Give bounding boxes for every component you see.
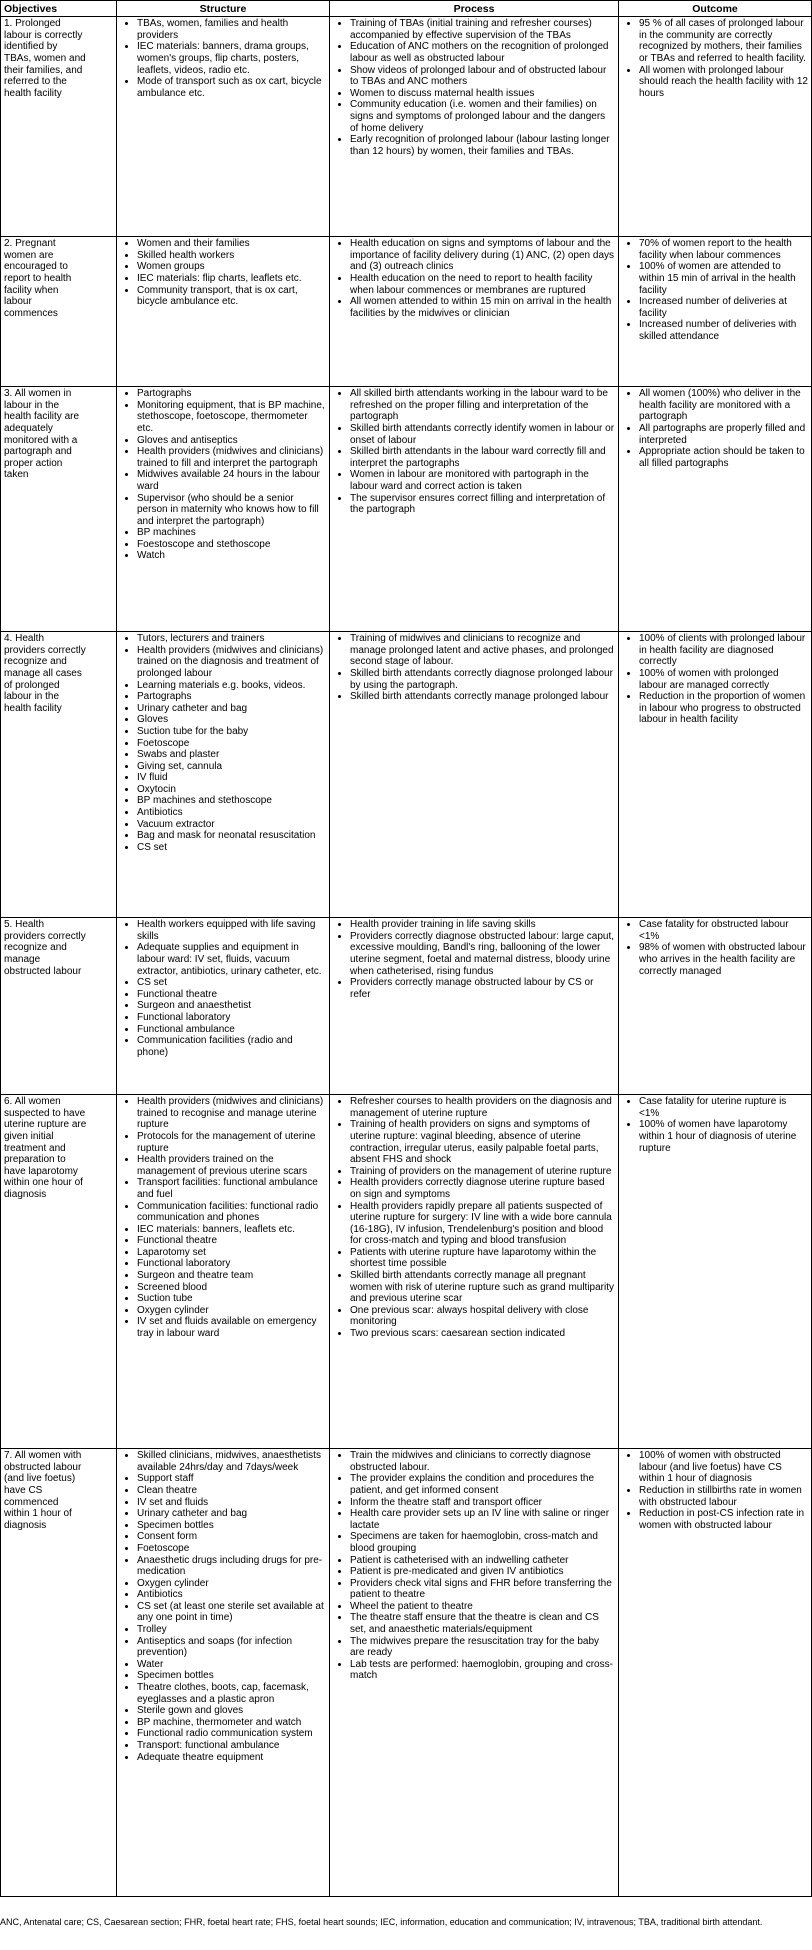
process-list-item: • One previous scar: always hospital delivery with close monitoring	[350, 1305, 615, 1328]
structure-list-item: • TBAs, women, families and health providers	[137, 18, 326, 41]
structure-list-item: • Oxytocin	[137, 784, 326, 796]
structure-cell	[117, 17, 330, 237]
structure-list-item: • Partographs	[137, 388, 326, 400]
process-list-item: • Skilled birth attendants correctly manage prolonged labour	[350, 691, 615, 703]
table-row	[1, 1449, 812, 1897]
process-list-item: • Refresher courses to health providers on the diagnosis and management of uterine rupture	[350, 1096, 615, 1119]
outcome-list-item: • 95 % of all cases of prolonged labour in the community are correctly recognized by mothers, their families or TBAs and referred to health facility.	[639, 18, 808, 64]
header-process: Process	[330, 1, 619, 17]
process-list-item: • Community education (i.e. women and their families) on signs and symptoms of prolonged labour and the dangers of home delivery	[350, 99, 615, 134]
structure-list-item: • Sterile gown and gloves	[137, 1705, 326, 1717]
process-list-item: • Patients with uterine rupture have laparotomy within the shortest time possible	[350, 1247, 615, 1270]
structure-list	[120, 388, 326, 562]
outcome-list-item: • Case fatality for uterine rupture is <1%	[639, 1096, 808, 1119]
outcome-list-item: • Appropriate action should be taken to all filled partographs	[639, 446, 808, 469]
process-cell	[330, 918, 619, 1095]
structure-list-item: • Watch	[137, 550, 326, 562]
process-cell	[330, 632, 619, 918]
structure-list	[120, 1096, 326, 1339]
process-list-item: • Health provider training in life saving skills	[350, 919, 615, 931]
process-cell	[330, 1449, 619, 1897]
structure-cell	[117, 387, 330, 632]
structure-list-item: • Women groups	[137, 261, 326, 273]
table-row	[1, 632, 812, 918]
process-list-item: • The theatre staff ensure that the theatre is clean and CS set, and anaesthetic materials/equipment	[350, 1612, 615, 1635]
structure-list	[120, 238, 326, 308]
outcome-list-item: • Reduction in stillbirths rate in women with obstructed labour	[639, 1485, 808, 1508]
structure-list-item: • Antiseptics and soaps (for infection prevention)	[137, 1636, 326, 1659]
table-row	[1, 1095, 812, 1449]
structure-list-item: • Suction tube for the baby	[137, 726, 326, 738]
process-list	[333, 919, 615, 1000]
process-list-item: • Women to discuss maternal health issues	[350, 88, 615, 100]
structure-list-item: • Antibiotics	[137, 1589, 326, 1601]
process-list-item: • Training of health providers on signs and symptoms of uterine rupture: vaginal bleeding, absence of uterine contraction, irregular uterus, easily palpable foetal parts, absent FHS and shock	[350, 1119, 615, 1165]
structure-list-item: • Surgeon and anaesthetist	[137, 1000, 326, 1012]
structure-list-item: • Screened blood	[137, 1282, 326, 1294]
process-list	[333, 18, 615, 157]
process-list	[333, 1450, 615, 1682]
structure-cell	[117, 1449, 330, 1897]
outcome-list	[622, 633, 808, 726]
process-list-item: • Health care provider sets up an IV line with saline or ringer lactate	[350, 1508, 615, 1531]
process-list-item: • Training of midwives and clinicians to recognize and manage prolonged latent and active phases, and prolonged second stage of labour.	[350, 633, 615, 668]
outcome-list	[622, 1096, 808, 1154]
process-list-item: • Patient is catheterised with an indwelling catheter	[350, 1555, 615, 1567]
outcome-list-item: • 100% of women with obstructed labour (and live foetus) have CS within 1 hour of diagnosis	[639, 1450, 808, 1485]
process-list-item: • Providers check vital signs and FHR before transferring the patient to theatre	[350, 1578, 615, 1601]
process-list-item: • Train the midwives and clinicians to correctly diagnose obstructed labour.	[350, 1450, 615, 1473]
outcome-list-item: • Case fatality for obstructed labour <1%	[639, 919, 808, 942]
outcome-cell	[619, 237, 812, 387]
structure-list-item: • Functional theatre	[137, 1235, 326, 1247]
process-list	[333, 388, 615, 516]
outcome-list	[622, 388, 808, 469]
objective-cell: 2. Pregnant women are encouraged to report to health facility when labour commences	[1, 237, 117, 387]
table-row	[1, 918, 812, 1095]
header-row	[1, 1, 812, 17]
objective-cell: 3. All women in labour in the health facility are adequately monitored with a partograph and proper action taken	[1, 387, 117, 632]
outcome-cell	[619, 632, 812, 918]
objective-cell: 1. Prolonged labour is correctly identified by TBAs, women and their families, and referred to the health facility	[1, 17, 117, 237]
outcome-list-item: • 98% of women with obstructed labour who arrives in the health facility are correctly managed	[639, 942, 808, 977]
outcome-list	[622, 18, 808, 99]
structure-list-item: • Tutors, lecturers and trainers	[137, 633, 326, 645]
structure-list-item: • Theatre clothes, boots, cap, facemask, eyeglasses and a plastic apron	[137, 1682, 326, 1705]
structure-list-item: • Protocols for the management of uterine rupture	[137, 1131, 326, 1154]
structure-list-item: • Adequate supplies and equipment in labour ward: IV set, fluids, vacuum extractor, antibiotics, urinary catheter, etc.	[137, 942, 326, 977]
outcome-cell	[619, 17, 812, 237]
structure-list-item: • Mode of transport such as ox cart, bicycle ambulance etc.	[137, 76, 326, 99]
structure-list-item: • BP machines	[137, 527, 326, 539]
outcome-cell	[619, 1449, 812, 1897]
structure-list-item: • IV set and fluids	[137, 1497, 326, 1509]
structure-list-item: • IEC materials: banners, drama groups, women's groups, flip charts, posters, leaflets, videos, radio etc.	[137, 41, 326, 76]
process-list-item: • Two previous scars: caesarean section indicated	[350, 1328, 615, 1340]
structure-list-item: • Giving set, cannula	[137, 761, 326, 773]
structure-list	[120, 1450, 326, 1763]
table-row	[1, 17, 812, 237]
structure-list-item: • IV set and fluids available on emergency tray in labour ward	[137, 1316, 326, 1339]
structure-list-item: • Community transport, that is ox cart, bicycle ambulance etc.	[137, 285, 326, 308]
process-list-item: • Early recognition of prolonged labour (labour lasting longer than 12 hours) by women, their families and TBAs.	[350, 134, 615, 157]
outcome-list-item: • 100% of women with prolonged labour are managed correctly	[639, 668, 808, 691]
structure-list-item: • Foetoscope	[137, 1543, 326, 1555]
outcome-list-item: • Reduction in post-CS infection rate in women with obstructed labour	[639, 1508, 808, 1531]
structure-list-item: • Bag and mask for neonatal resuscitation	[137, 830, 326, 842]
structure-list-item: • Water	[137, 1659, 326, 1671]
structure-list-item: • Foetoscope	[137, 738, 326, 750]
process-list-item: • Health providers rapidly prepare all patients suspected of uterine rupture for surgery: IV line with a wide bore cannula (16-18G), IV infusion, Trendelenburg's position and blood for cross-match and typing and blood transfusion	[350, 1201, 615, 1247]
outcome-list-item: • 100% of women have laparotomy within 1 hour of diagnosis of uterine rupture	[639, 1119, 808, 1154]
process-list-item: • Providers correctly diagnose obstructed labour: large caput, excessive moulding, Bandl's ring, ballooning of the lower uterine segment, foetal and maternal distress, bloody urine when catheterised, rising fundus	[350, 931, 615, 977]
process-list-item: • Skilled birth attendants correctly identify women in labour or onset of labour	[350, 423, 615, 446]
structure-cell	[117, 632, 330, 918]
process-list-item: • Health providers correctly diagnose uterine rupture based on sign and symptoms	[350, 1177, 615, 1200]
structure-list-item: • Functional ambulance	[137, 1024, 326, 1036]
structure-list-item: • IEC materials: flip charts, leaflets etc.	[137, 273, 326, 285]
process-list-item: • The provider explains the condition and procedures the patient, and get informed consent	[350, 1473, 615, 1496]
process-list	[333, 238, 615, 319]
outcome-list-item: • 100% of women are attended to within 15 min of arrival in the health facility	[639, 261, 808, 296]
structure-list-item: • Skilled health workers	[137, 250, 326, 262]
process-list-item: • Skilled birth attendants correctly manage all pregnant women with risk of uterine rupture such as grand multiparity and previous uterine scar	[350, 1270, 615, 1305]
process-list-item: • Education of ANC mothers on the recognition of prolonged labour as well as obstructed labour	[350, 41, 615, 64]
structure-list-item: • Health providers (midwives and clinicians) trained on the diagnosis and treatment of prolonged labour	[137, 645, 326, 680]
outcome-list	[622, 238, 808, 342]
table-footnote: ANC, Antenatal care; CS, Caesarean section; FHR, foetal heart rate; FHS, foetal heart sounds; IEC, information, education and communication; IV, intravenous; TBA, traditional birth attendant.	[0, 1917, 763, 1927]
structure-list-item: • Learning materials e.g. books, videos.	[137, 680, 326, 692]
structure-list-item: • Specimen bottles	[137, 1670, 326, 1682]
process-list-item: • Women in labour are monitored with partograph in the labour ward and correct action is taken	[350, 469, 615, 492]
structure-cell	[117, 918, 330, 1095]
structure-list-item: • BP machines and stethoscope	[137, 795, 326, 807]
structure-list-item: • IEC materials: banners, leaflets etc.	[137, 1224, 326, 1236]
structure-list-item: • CS set	[137, 977, 326, 989]
structure-list-item: • Specimen bottles	[137, 1520, 326, 1532]
process-list-item: • Specimens are taken for haemoglobin, cross-match and blood grouping	[350, 1531, 615, 1554]
structure-list-item: • Health workers equipped with life saving skills	[137, 919, 326, 942]
process-list-item: • All skilled birth attendants working in the labour ward to be refreshed on the proper filling and interpretation of the partograph	[350, 388, 615, 423]
structure-list-item: • Functional radio communication system	[137, 1728, 326, 1740]
structure-list-item: • Skilled clinicians, midwives, anaesthetists available 24hrs/day and 7days/week	[137, 1450, 326, 1473]
structure-list	[120, 18, 326, 99]
process-list-item: • Providers correctly manage obstructed labour by CS or refer	[350, 977, 615, 1000]
structure-list-item: • Midwives available 24 hours in the labour ward	[137, 469, 326, 492]
outcome-cell	[619, 918, 812, 1095]
structure-list-item: • Consent form	[137, 1531, 326, 1543]
process-list-item: • The supervisor ensures correct filling and interpretation of the partograph	[350, 493, 615, 516]
structure-list-item: • Adequate theatre equipment	[137, 1752, 326, 1764]
structure-list-item: • Trolley	[137, 1624, 326, 1636]
table-row	[1, 237, 812, 387]
outcome-list	[622, 919, 808, 977]
structure-list-item: • CS set (at least one sterile set available at any one point in time)	[137, 1601, 326, 1624]
outcome-list-item: • All women with prolonged labour should reach the health facility with 12 hours	[639, 65, 808, 100]
structure-list-item: • Functional theatre	[137, 989, 326, 1001]
structure-list-item: • Foestoscope and stethoscope	[137, 539, 326, 551]
structure-list-item: • Suction tube	[137, 1293, 326, 1305]
process-list-item: • Skilled birth attendants correctly diagnose prolonged labour by using the partograph.	[350, 668, 615, 691]
outcome-list-item: • 70% of women report to the health facility when labour commences	[639, 238, 808, 261]
structure-list-item: • Health providers (midwives and clinicians) trained to fill and interpret the partograph	[137, 446, 326, 469]
structure-list-item: • Communication facilities (radio and phone)	[137, 1035, 326, 1058]
process-list-item: • Health education on signs and symptoms of labour and the importance of facility delivery during (1) ANC, (2) open days and (3) outreach clinics	[350, 238, 615, 273]
structure-list-item: • Transport facilities: functional ambulance and fuel	[137, 1177, 326, 1200]
structure-list-item: • Antibiotics	[137, 807, 326, 819]
structure-list	[120, 633, 326, 853]
process-cell	[330, 387, 619, 632]
process-cell	[330, 1095, 619, 1449]
structure-list-item: • Health providers (midwives and clinicians) trained to recognise and manage uterine rupture	[137, 1096, 326, 1131]
process-list	[333, 633, 615, 703]
table-row	[1, 387, 812, 632]
outcome-list-item: • Increased number of deliveries with skilled attendance	[639, 319, 808, 342]
outcome-cell	[619, 1095, 812, 1449]
structure-list-item: • Partographs	[137, 691, 326, 703]
outcome-list-item: • 100% of clients with prolonged labour in health facility are diagnosed correctly	[639, 633, 808, 668]
structure-list-item: • Functional laboratory	[137, 1012, 326, 1024]
process-list	[333, 1096, 615, 1339]
structure-list-item: • Oxygen cylinder	[137, 1578, 326, 1590]
outcome-cell	[619, 387, 812, 632]
objective-cell: 6. All women suspected to have uterine rupture are given initial treatment and preparation to have laparotomy within one hour of diagnosis	[1, 1095, 117, 1449]
structure-list-item: • Functional laboratory	[137, 1258, 326, 1270]
structure-list-item: • Support staff	[137, 1473, 326, 1485]
process-list-item: • Wheel the patient to theatre	[350, 1601, 615, 1613]
objective-cell: 7. All women with obstructed labour (and live foetus) have CS commenced within 1 hour of diagnosis	[1, 1449, 117, 1897]
header-objectives: Objectives	[1, 1, 117, 17]
structure-list-item: • Health providers trained on the management of previous uterine scars	[137, 1154, 326, 1177]
structure-list-item: • Communication facilities: functional radio communication and phones	[137, 1201, 326, 1224]
structure-list-item: • Monitoring equipment, that is BP machine, stethoscope, foetoscope, thermometer etc.	[137, 400, 326, 435]
outcome-list	[622, 1450, 808, 1531]
process-list-item: • The midwives prepare the resuscitation tray for the baby are ready	[350, 1636, 615, 1659]
structure-list-item: • Clean theatre	[137, 1485, 326, 1497]
structure-list-item: • Vacuum extractor	[137, 819, 326, 831]
objective-cell: 4. Health providers correctly recognize and manage all cases of prolonged labour in the health facility	[1, 632, 117, 918]
header-structure: Structure	[117, 1, 330, 17]
process-list-item: • Show videos of prolonged labour and of obstructed labour to TBAs and ANC mothers	[350, 65, 615, 88]
structure-list	[120, 919, 326, 1058]
structure-list-item: • IV fluid	[137, 772, 326, 784]
header-outcome: Outcome	[619, 1, 812, 17]
structure-list-item: • Swabs and plaster	[137, 749, 326, 761]
process-list-item: • Skilled birth attendants in the labour ward correctly fill and interpret the partographs	[350, 446, 615, 469]
structure-list-item: • Oxygen cylinder	[137, 1305, 326, 1317]
process-cell	[330, 237, 619, 387]
outcome-list-item: • All women (100%) who deliver in the health facility are monitored with a partograph	[639, 388, 808, 423]
process-list-item: • Lab tests are performed: haemoglobin, grouping and cross-match	[350, 1659, 615, 1682]
process-list-item: • Training of TBAs (initial training and refresher courses) accompanied by effective supervision of the TBAs	[350, 18, 615, 41]
structure-cell	[117, 1095, 330, 1449]
process-list-item: • Health education on the need to report to health facility when labour commences or membranes are ruptured	[350, 273, 615, 296]
structure-list-item: • Gloves	[137, 714, 326, 726]
outcome-list-item: • Increased number of deliveries at facility	[639, 296, 808, 319]
structure-list-item: • CS set	[137, 842, 326, 854]
outcome-list-item: • Reduction in the proportion of women in labour who progress to obstructed labour in health facility	[639, 691, 808, 726]
structure-cell	[117, 237, 330, 387]
structure-list-item: • Laparotomy set	[137, 1247, 326, 1259]
structure-list-item: • Gloves and antiseptics	[137, 435, 326, 447]
process-list-item: • Training of providers on the management of uterine rupture	[350, 1166, 615, 1178]
structure-list-item: • Urinary catheter and bag	[137, 1508, 326, 1520]
structure-list-item: • Supervisor (who should be a senior person in maternity who knows how to fill and interpret the partograph)	[137, 493, 326, 528]
process-list-item: • Inform the theatre staff and transport officer	[350, 1497, 615, 1509]
structure-list-item: • Urinary catheter and bag	[137, 703, 326, 715]
structure-list-item: • Anaesthetic drugs including drugs for pre-medication	[137, 1555, 326, 1578]
structure-list-item: • Transport: functional ambulance	[137, 1740, 326, 1752]
structure-list-item: • Surgeon and theatre team	[137, 1270, 326, 1282]
outcome-list-item: • All partographs are properly filled and interpreted	[639, 423, 808, 446]
structure-list-item: • Women and their families	[137, 238, 326, 250]
structure-list-item: • BP machine, thermometer and watch	[137, 1717, 326, 1729]
process-cell	[330, 17, 619, 237]
process-list-item: • All women attended to within 15 min on arrival in the health facilities by the midwives or clinician	[350, 296, 615, 319]
objective-cell: 5. Health providers correctly recognize and manage obstructed labour	[1, 918, 117, 1095]
process-list-item: • Patient is pre-medicated and given IV antibiotics	[350, 1566, 615, 1578]
